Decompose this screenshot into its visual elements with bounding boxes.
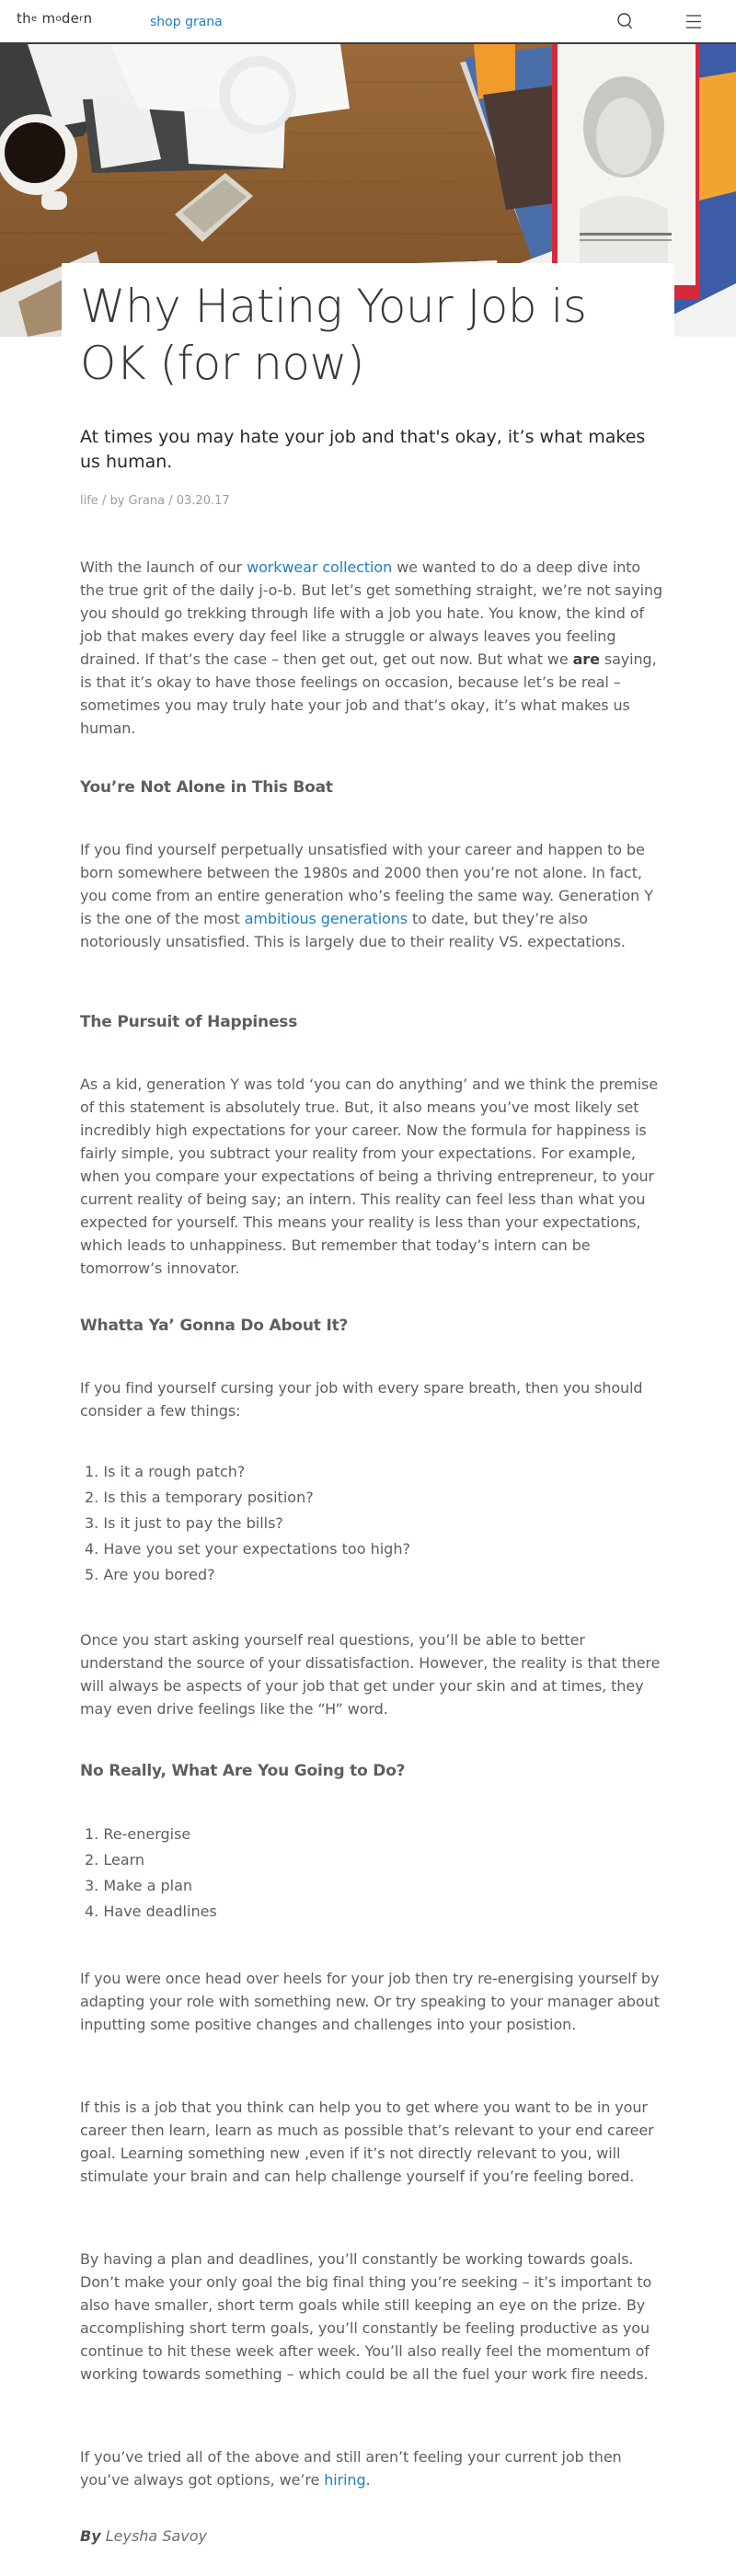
search-icon [616, 12, 635, 32]
logo-text: de [61, 10, 80, 27]
intro-paragraph [80, 556, 669, 740]
list-item: 4. Have you set your expectations too high? [85, 1540, 410, 1558]
list-item: 2. Learn [85, 1851, 145, 1869]
hamburger-menu-icon [684, 13, 705, 31]
menu-button[interactable] [684, 13, 705, 31]
list-item: 3. Make a plan [85, 1877, 193, 1894]
text: With the launch of our [80, 558, 247, 576]
section-paragraph: As a kid, generation Y was told ‘you can do anything’ and we think the premise of this statement is absolutely true. But, it also means you’ve most likely set incredibly high expectations for your career. Now the formula for happiness is fairly simple, you subtract your reality from your expectations. For example, when you compare your expectations of being a thriving entrepreneur, to your current reality of being say; an intern. This reality can feel less than what you expected for yourself. This means your reality is less than your expectations, which leads to unhappiness. But remember that today’s intern can be tomorrow’s innovator. [80, 1075, 659, 1277]
questions-list [80, 1459, 410, 1588]
section-paragraph [80, 838, 669, 953]
article-subtitle: At times you may hate your job and that's okay, it’s what makes us human. [80, 427, 646, 472]
section-paragraph: By having a plan and deadlines, you’ll constantly be working towards goals. Don’t make your only goal the big final thing you’re seeking – it’s important to also have smaller, short term goals while still keeping an eye on the prize. By accomplishing short term goals, you’ll constantly be feeling productive as you continue to hit these week after week. You’ll also really feel the momentum of working towards something – which could be all the fuel your work fire needs. [80, 2250, 652, 2383]
hiring-link[interactable]: hiring [324, 2471, 366, 2489]
list-item: 5. Are you bored? [85, 1566, 215, 1583]
search-button[interactable] [616, 12, 635, 32]
byline-label: By [80, 2527, 101, 2545]
logo-text: th [17, 10, 31, 27]
workwear-collection-link[interactable]: workwear collection [247, 558, 393, 576]
logo-text: m [37, 10, 56, 27]
logo-text: r [79, 14, 84, 24]
section-heading: You’re Not Alone in This Boat [80, 778, 333, 797]
text: we wanted to do a deep dive into the true grit of the daily j-o-b. But let’s get something straight, we’re not saying you should go trekking through life with a job you hate. You know, the kind of job that makes every day feel like a struggle or always leaves you feeling drained. If that’s the case – then get out, get out now. But what we [80, 558, 663, 668]
ambitious-generations-link[interactable]: ambitious generations [244, 910, 408, 927]
author-name: Leysha Savoy [105, 2527, 207, 2545]
closing-paragraph [80, 2445, 669, 2491]
site-header [0, 0, 736, 44]
text: saying, is that it’s okay to have those feelings on occasion, because let’s be real – sometimes you may truly hate your job and that’s okay, it’s what makes us human. [80, 650, 657, 737]
author-byline [80, 2527, 207, 2545]
actions-list [80, 1822, 217, 1925]
section-paragraph: If this is a job that you think can help you to get where you want to be in your career then learn, learn as much as possible that’s relevant to your end career goal. Learning something new ,even if it’s not directly relevant to you, will stimulate your brain and can help challenge yourself if you’re feeling bored. [80, 2099, 654, 2185]
text: If you find yourself perpetually unsatisfied with your career and happen to be born somewhere between the 1980s and 2000 then you’re not alone. In fact, you come from an entire generation who’s feeling the same way. Generation Y is the one of the most [80, 841, 653, 927]
logo-text: e [31, 14, 38, 24]
section-paragraph: Once you start asking yourself real questions, you’ll be able to better understand the source of your dissatisfaction. However, the reality is that there will always be aspects of your job that get under your skin and at times, they may even drive feelings like the “H” word. [80, 1631, 661, 1718]
list-item: 3. Is it just to pay the bills? [85, 1514, 283, 1532]
shop-grana-link[interactable]: shop grana [150, 15, 223, 29]
article-meta: life / by Grana / 03.20.17 [80, 494, 230, 508]
section-paragraph: If you were once head over heels for your job then try re-energising yourself by adapting your role with something new. Or try speaking to your manager about inputting some positive changes and challenges into your posistion. [80, 1970, 660, 2033]
text: to date, but they’re also notoriously unsatisfied. This is largely due to their reality VS. expectations. [80, 910, 626, 950]
section-heading: No Really, What Are You Going to Do? [80, 1762, 406, 1780]
section-heading: The Pursuit of Happiness [80, 1013, 298, 1031]
emphasis-text: are [572, 650, 600, 668]
title-card [62, 263, 674, 392]
list-item: 1. Is it a rough patch? [85, 1463, 246, 1480]
text: If you’ve tried all of the above and still aren’t feeling your current job then you’ve always got options, we’re [80, 2448, 622, 2489]
text: . [365, 2471, 371, 2489]
section-paragraph: If you find yourself cursing your job with every spare breath, then you should consider a few things: [80, 1379, 643, 1420]
section-heading: Whatta Ya’ Gonna Do About It? [80, 1317, 349, 1335]
article-title: Why Hating Your Job is OK (for now) [80, 280, 587, 390]
list-item: 4. Have deadlines [85, 1903, 217, 1920]
list-item: 2. Is this a temporary position? [85, 1489, 314, 1506]
logo-text: n [83, 10, 93, 27]
list-item: 1. Re-energise [85, 1825, 191, 1843]
logo-text: o [55, 14, 62, 24]
site-logo[interactable] [17, 10, 92, 27]
